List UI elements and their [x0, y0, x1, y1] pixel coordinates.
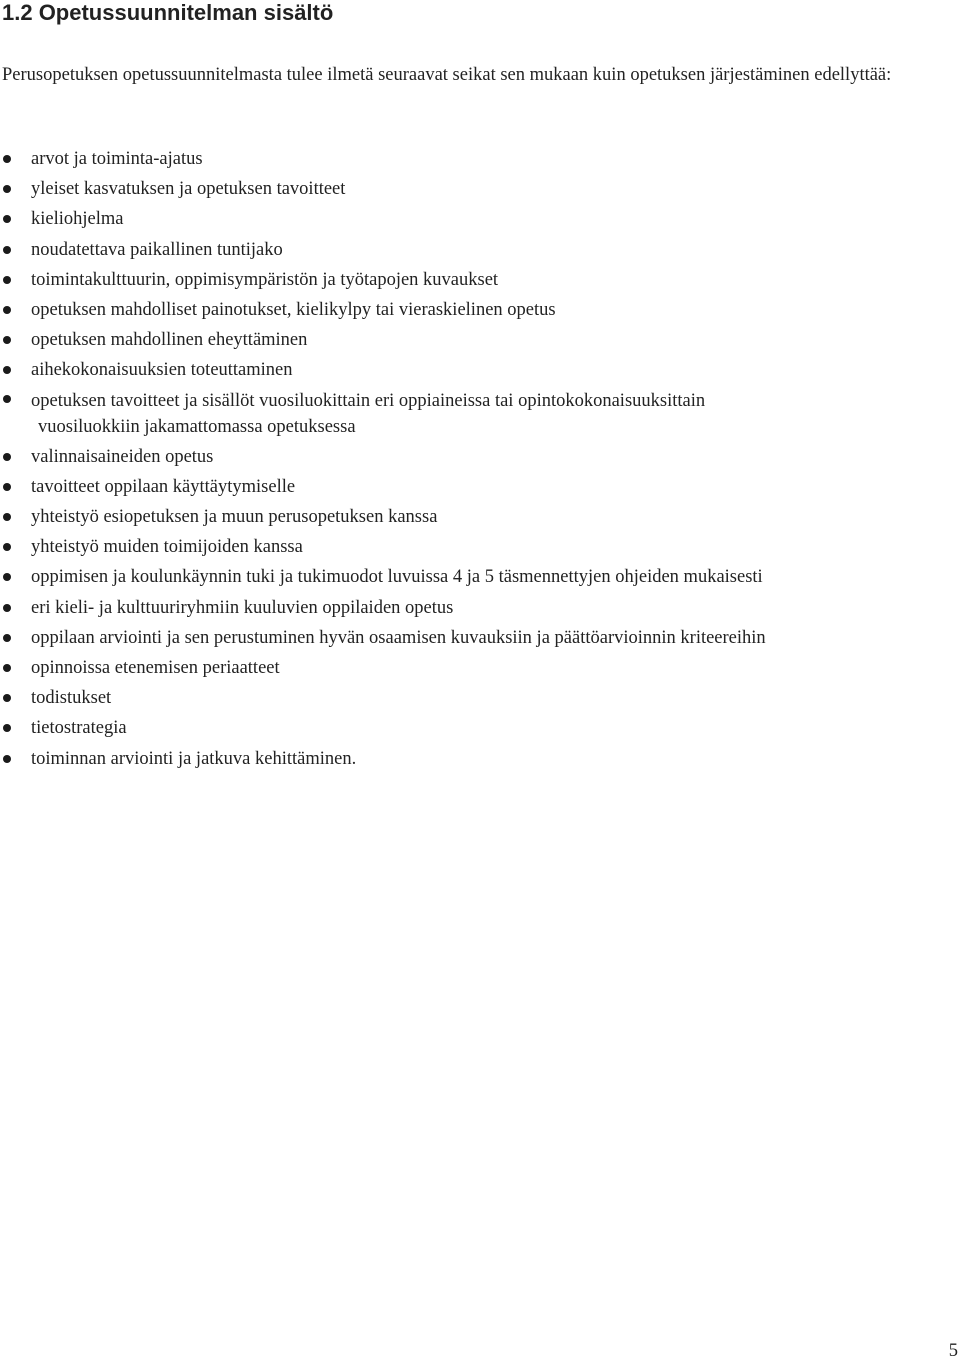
- list-item: [0, 653, 950, 683]
- bullet-icon: [3, 336, 11, 344]
- bullet-icon: [3, 755, 11, 763]
- list-item-text: todistukset: [31, 688, 112, 709]
- list-item: [0, 713, 950, 743]
- list-item: [0, 144, 950, 174]
- list-item: [0, 472, 950, 502]
- bullet-icon: [3, 634, 11, 642]
- bullet-icon: [3, 155, 11, 163]
- list-item-text: tietostrategia: [31, 718, 127, 739]
- list-item-text: kieliohjelma: [31, 209, 124, 230]
- bullet-icon: [3, 724, 11, 732]
- list-item: [0, 502, 950, 532]
- list-item: [0, 442, 950, 472]
- list-item: [0, 265, 950, 295]
- list-item-text: opetuksen tavoitteet ja sisällöt vuosiluokittain eri oppiaineissa tai opintokokonaisuuksittain: [31, 390, 706, 411]
- list-item: [0, 295, 950, 325]
- bullet-icon: [3, 453, 11, 461]
- list-item: [0, 623, 950, 653]
- list-item-text: oppimisen ja koulunkäynnin tuki ja tukimuodot luvuissa 4 ja 5 täsmennettyjen ohjeiden mukaisesti: [31, 567, 763, 588]
- page-number: 5: [948, 1341, 958, 1361]
- list-item-text: noudatettava paikallinen tuntijako: [31, 239, 283, 260]
- bullet-icon: [3, 513, 11, 521]
- list-item: [0, 325, 950, 355]
- list-item-text: arvot ja toiminta-ajatus: [31, 149, 203, 169]
- bullet-icon: [3, 604, 11, 612]
- list-item-text: opinnoissa etenemisen periaatteet: [31, 658, 280, 679]
- list-item: [0, 204, 950, 234]
- list-item: [0, 355, 950, 385]
- list-item-text: toimintakulttuurin, oppimisympäristön ja työtapojen kuvaukset: [31, 269, 499, 290]
- bullet-icon: [3, 573, 11, 581]
- list-item-text: eri kieli- ja kulttuuriryhmiin kuuluvien oppilaiden opetus: [31, 597, 454, 618]
- list-item-text: aihekokonaisuuksien toteuttaminen: [31, 360, 293, 381]
- bullet-icon: [3, 215, 11, 223]
- list-item-text: valinnaisaineiden opetus: [31, 446, 214, 467]
- list-item-text-continuation: vuosiluokkiin jakamattomassa opetuksessa: [38, 416, 356, 437]
- list-item: [0, 683, 950, 713]
- list-item: [0, 744, 950, 774]
- list-item: [0, 593, 950, 623]
- list-item-text: toiminnan arviointi ja jatkuva kehittäminen.: [31, 748, 357, 769]
- bullet-icon: [3, 185, 11, 193]
- bullet-icon: [3, 483, 11, 491]
- list-item: [0, 532, 950, 562]
- bullet-icon: [3, 664, 11, 672]
- list-item-text: yhteistyö muiden toimijoiden kanssa: [31, 537, 303, 558]
- bullet-icon: [3, 276, 11, 284]
- list-item: [0, 386, 950, 442]
- intro-paragraph: Perusopetuksen opetussuunnitelmasta tulee ilmetä seuraavat seikat sen mukaan kuin opetuksen järjestäminen edellyttää:: [2, 65, 892, 85]
- bullet-icon: [3, 246, 11, 254]
- list-item-text: opetuksen mahdolliset painotukset, kielikylpy tai vieraskielinen opetus: [31, 300, 556, 321]
- list-item: [0, 174, 950, 204]
- section-heading: 1.2 Opetussuunnitelman sisältö: [2, 0, 334, 25]
- content-list: [0, 144, 950, 774]
- bullet-icon: [3, 694, 11, 702]
- bullet-icon: [3, 543, 11, 551]
- list-item-text: yhteistyö esiopetuksen ja muun perusopetuksen kanssa: [31, 507, 438, 528]
- list-item-text: opetuksen mahdollinen eheyttäminen: [31, 330, 308, 351]
- list-item-text: tavoitteet oppilaan käyttäytymiselle: [31, 476, 296, 497]
- list-item-text: yleiset kasvatuksen ja opetuksen tavoitteet: [31, 179, 346, 200]
- bullet-icon: [3, 306, 11, 314]
- bullet-icon: [3, 395, 11, 403]
- bullet-icon: [3, 366, 11, 374]
- list-item-text: oppilaan arviointi ja sen perustuminen hyvän osaamisen kuvauksiin ja päättöarvioinnin kriteereihin: [31, 627, 766, 648]
- list-item: [0, 562, 950, 592]
- list-item: [0, 235, 950, 265]
